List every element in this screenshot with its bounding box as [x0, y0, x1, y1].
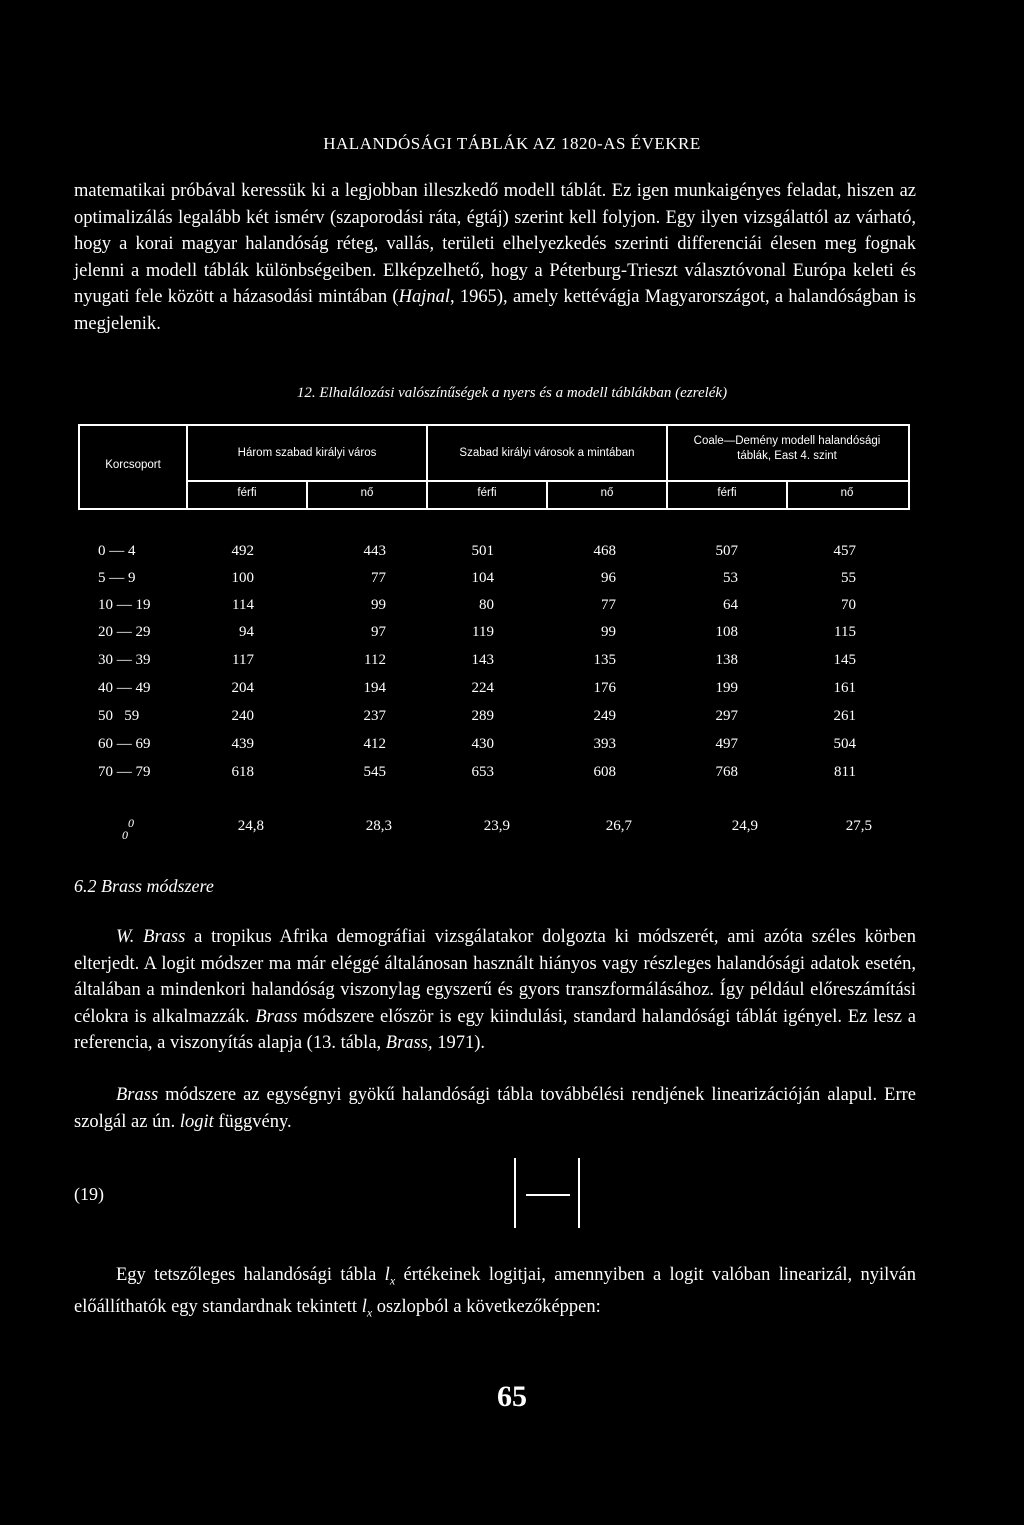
brass-text: a tropikus Afrika demográfiai vizsgálatakor dolgozta ki módszerét, ami azóta széles körben elterjedt. A logit módszer ma már eléggé általánosan használt hiányos vagy részleges halandósági adatok esetén, általában a mindenkori halandóság viszonylag egyszerű és gyors transzformálásához. Így például előreszámítási célokra is alkalmazzák. — [74, 927, 916, 1027]
summary-label-sub: 0 — [122, 828, 128, 842]
value-cell: 64 — [723, 597, 738, 613]
table-row — [0, 736, 1024, 758]
value-cell: 457 — [833, 543, 856, 559]
age-group-cell: 5 — 9 — [98, 570, 136, 586]
value-cell: 237 — [363, 708, 386, 724]
age-group-cell: 20 — 29 — [98, 624, 151, 640]
value-cell: 108 — [715, 624, 738, 640]
value-cell: 194 — [363, 680, 386, 696]
table-row — [0, 680, 1024, 702]
value-cell: 289 — [471, 708, 494, 724]
final-text: értékeinek logitjai, amennyiben a logit valóban linearizál, nyilván előállíthatók egy standardnak tekintett — [74, 1265, 917, 1318]
value-cell: 80 — [479, 597, 494, 613]
value-cell: 430 — [471, 736, 494, 752]
value-cell: 119 — [472, 624, 494, 640]
brass-text: módszere az egységnyi gyökű halandósági tábla továbbélési rendjének linearizációján alapul. Erre szolgál az ún. — [74, 1085, 916, 1132]
formula-bracket-right — [578, 1158, 580, 1228]
final-paragraph — [74, 1262, 916, 1326]
value-cell: 115 — [834, 624, 856, 640]
header-group-3: Coale—Demény modell halandósági táblák, East 4. szint — [693, 435, 881, 462]
header-sex-female: nő — [600, 487, 614, 499]
value-cell: 176 — [593, 680, 616, 696]
summary-value-cell: 27,5 — [845, 818, 872, 834]
intro-citation-author: Hajnal — [398, 287, 450, 307]
table-row — [0, 652, 1024, 674]
symbol-l: l — [384, 1265, 390, 1285]
value-cell: 99 — [601, 624, 616, 640]
summary-value-cell: 28,3 — [365, 818, 392, 834]
value-cell: 94 — [239, 624, 254, 640]
value-cell: 545 — [363, 764, 386, 780]
value-cell: 100 — [231, 570, 254, 586]
intro-text-1: matematikai próbával keressük ki a legjobban illeszkedő modell táblát. Ez igen munkaigényes feladat, hiszen az optimalizálás legalább két ismérv (szaporodási ráta, égtáj) szerint kell folyjon. Egy ilyen vizsgálattól az várható, hogy a korai magyar halandóság réteg, vallás, területi elhelyezkedés szerinti differenciái élesen meg fognak jelenni a modell táblák különbségeiben. Elképzelhető, hogy a Péterburg-Trieszt választóvonal Európa keleti és nyugati fele között a házasodási mintában ( — [74, 181, 916, 307]
value-cell: 297 — [715, 708, 738, 724]
table-row — [0, 708, 1024, 730]
summary-value-cell: 24,8 — [237, 818, 264, 834]
summary-label — [120, 818, 150, 848]
final-text: Egy tetszőleges halandósági tábla — [116, 1265, 385, 1285]
table-row — [0, 570, 1024, 592]
intro-paragraph — [74, 178, 916, 337]
brass-paragraph-1 — [74, 924, 916, 1057]
brass-text: módszere először is egy kiindulási, standard halandósági táblát igényel. Ez lesz a referencia, a viszonyítás alapja (13. tábla, — [74, 1006, 916, 1053]
brass-name: Brass — [116, 1085, 159, 1105]
value-cell: 507 — [715, 543, 738, 559]
table-row — [0, 764, 1024, 786]
formula-bracket-left — [514, 1158, 516, 1228]
running-head: HALANDÓSÁGI TÁBLÁK AZ 1820-AS ÉVEKRE — [323, 134, 701, 153]
header-sex-male: férfi — [237, 487, 257, 499]
header-age-group: Korcsoport — [105, 459, 161, 471]
value-cell: 104 — [471, 570, 494, 586]
page-number: 65 — [497, 1380, 527, 1413]
brass-citation: Brass, — [385, 1033, 433, 1053]
brass-name: Brass — [255, 1006, 298, 1027]
header-group-1: Három szabad királyi város — [237, 447, 377, 459]
age-group-cell: 60 — 69 — [98, 736, 151, 752]
value-cell: 393 — [593, 736, 616, 752]
value-cell: 811 — [834, 764, 856, 780]
formula-image — [512, 1158, 582, 1228]
formula-number: (19) — [74, 1184, 104, 1204]
value-cell: 143 — [471, 652, 494, 668]
value-cell: 55 — [841, 570, 856, 586]
value-cell: 138 — [715, 652, 738, 668]
table-row — [0, 597, 1024, 619]
table-row — [0, 624, 1024, 646]
value-cell: 204 — [231, 680, 254, 696]
age-group-cell: 50 59 — [98, 708, 140, 724]
value-cell: 497 — [715, 736, 738, 752]
value-cell: 249 — [593, 708, 616, 724]
age-group-cell: 10 — 19 — [98, 597, 151, 613]
value-cell: 161 — [833, 680, 856, 696]
value-cell: 77 — [601, 597, 616, 613]
value-cell: 199 — [715, 680, 738, 696]
value-cell: 501 — [471, 543, 494, 559]
value-cell: 618 — [231, 764, 254, 780]
value-cell: 443 — [363, 543, 386, 559]
value-cell: 492 — [231, 543, 254, 559]
age-group-cell: 40 — 49 — [98, 680, 151, 696]
symbol-x-subscript: x — [366, 1305, 373, 1320]
value-cell: 77 — [371, 570, 386, 586]
brass-paragraph-2 — [74, 1082, 916, 1135]
summary-value-cell: 26,7 — [605, 818, 632, 834]
value-cell: 97 — [371, 624, 386, 640]
value-cell: 261 — [833, 708, 856, 724]
value-cell: 224 — [471, 680, 494, 696]
brass-text: 1971). — [432, 1033, 485, 1053]
table-summary-row — [0, 818, 1024, 848]
value-cell: 468 — [593, 543, 616, 559]
value-cell: 99 — [371, 597, 386, 613]
table-row — [0, 543, 1024, 565]
intro-text-2: , 1965), amely kettévágja Magyarországot, a halandóságban is megjelenik. — [74, 287, 916, 334]
logit-term: logit — [179, 1111, 214, 1132]
value-cell: 412 — [363, 736, 386, 752]
header-sex-female: nő — [840, 487, 854, 499]
formula-fraction-bar — [526, 1194, 570, 1196]
value-cell: 768 — [715, 764, 738, 780]
summary-label-sup: 0 — [128, 816, 134, 830]
value-cell: 504 — [833, 736, 856, 752]
value-cell: 117 — [232, 652, 254, 668]
value-cell: 145 — [833, 652, 856, 668]
value-cell: 53 — [723, 570, 738, 586]
value-cell: 653 — [471, 764, 494, 780]
age-group-cell: 0 — 4 — [98, 543, 136, 559]
final-text: oszlopból a következőképpen: — [372, 1297, 601, 1318]
value-cell: 70 — [841, 597, 856, 613]
age-group-cell: 30 — 39 — [98, 652, 151, 668]
value-cell: 240 — [231, 708, 254, 724]
brass-text: függvény. — [213, 1111, 292, 1132]
brass-name: Brass — [143, 927, 186, 947]
value-cell: 439 — [231, 736, 254, 752]
summary-value-cell: 24,9 — [731, 818, 758, 834]
header-sex-female: nő — [360, 487, 374, 499]
summary-value-cell: 23,9 — [483, 818, 510, 834]
age-group-cell: 70 — 79 — [98, 764, 151, 780]
value-cell: 112 — [364, 652, 386, 668]
table-header — [78, 424, 910, 510]
table-caption: 12. Elhalálozási valószínűségek a nyers és a modell táblákban (ezrelék) — [296, 385, 728, 401]
header-sex-male: férfi — [477, 487, 497, 499]
header-group-2: Szabad királyi városok a mintában — [459, 447, 635, 459]
header-sex-male: férfi — [717, 487, 737, 499]
brass-initial: W. — [116, 927, 144, 947]
symbol-l: l — [361, 1297, 367, 1318]
value-cell: 96 — [601, 570, 616, 586]
section-title: 6.2 Brass módszere — [74, 876, 214, 896]
value-cell: 135 — [593, 652, 616, 668]
symbol-x-subscript: x — [389, 1273, 396, 1288]
value-cell: 114 — [232, 597, 254, 613]
value-cell: 608 — [593, 764, 616, 780]
